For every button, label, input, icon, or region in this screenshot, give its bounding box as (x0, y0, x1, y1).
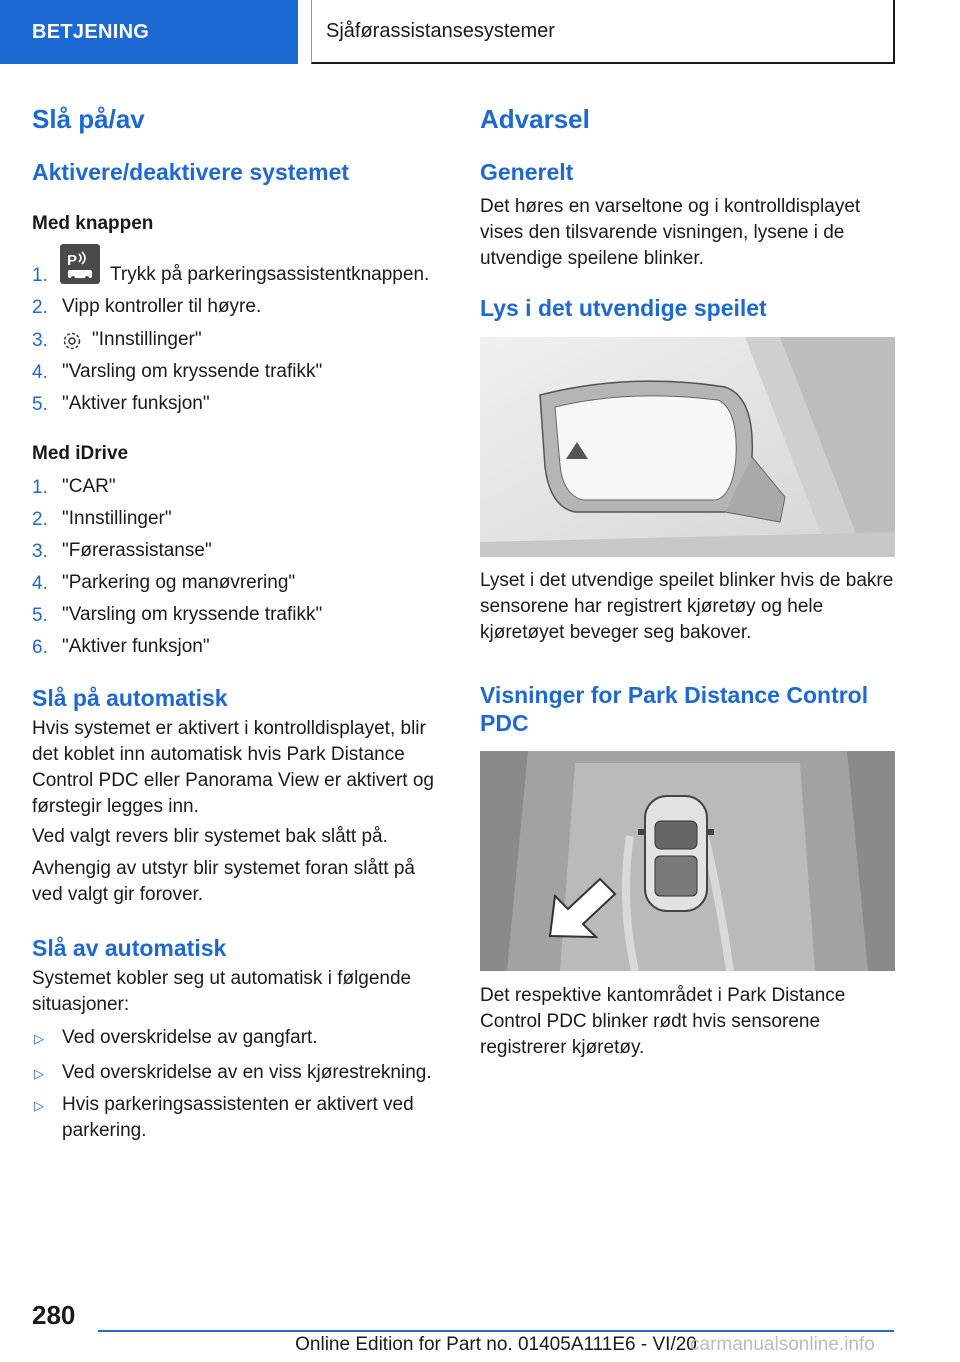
step-text: Trykk på parkeringsassistentknappen. (110, 264, 430, 285)
step-text: "Førerassistanse" (62, 540, 212, 561)
step-number: 5. (32, 605, 48, 626)
paragraph-general: Det høres en varseltone og i kontrolldisplayet vises den tilsvarende visningen, lysene i de utvendige speilene blinker. (480, 196, 861, 269)
caption-mirror: Lyset i det utvendige speilet blinker hvis de bakre sensorene har registrert kjøretøy og hele kjøretøyet beveger seg bakover. (480, 570, 894, 643)
step-text: "Innstillinger" (62, 508, 172, 529)
step-number: 5. (32, 394, 48, 415)
footer-divider (98, 1330, 894, 1332)
step-number: 2. (32, 509, 48, 530)
page-number: 280 (32, 1300, 76, 1330)
step-number: 1. (32, 265, 48, 286)
list-item: Hvis parkeringsassistenten er aktivert ved parkering. (62, 1094, 414, 1141)
step-number: 4. (32, 362, 48, 383)
parking-assistant-icon (60, 244, 100, 284)
step-text: "Aktiver funksjon" (62, 393, 210, 414)
step-number: 1. (32, 477, 48, 498)
paragraph-auto-on: Hvis systemet er aktivert i kontrolldisplayet, blir det koblet inn automatisk hvis Park Distance Control PDC eller Panorama View er aktivert og førstegir legges inn. (32, 718, 434, 817)
heading-mirror-light: Lys i det utvendige speilet (480, 295, 767, 321)
heading-warning: Advarsel (480, 104, 590, 134)
caption-pdc: Det respektive kantområdet i Park Distance Control PDC blinker rødt hvis sensorene registrerer kjøretøy. (480, 985, 846, 1058)
heading-general: Generelt (480, 159, 574, 185)
step-text: "Innstillinger" (92, 329, 202, 350)
step-number: 4. (32, 573, 48, 594)
step-number: 3. (32, 330, 48, 351)
step-text: "CAR" (62, 476, 116, 497)
heading-pdc-display: Visninger for Park Distance Control PDC (480, 682, 869, 736)
step-text: "Aktiver funksjon" (62, 636, 210, 657)
triangle-bullet-icon: ▷ (34, 1066, 44, 1081)
mirror-illustration (480, 337, 895, 557)
section-tab: BETJENING (0, 0, 298, 64)
list-item: Ved overskridelse av gangfart. (62, 1027, 318, 1048)
triangle-bullet-icon: ▷ (34, 1031, 44, 1046)
pdc-illustration (480, 751, 895, 971)
step-number: 3. (32, 541, 48, 562)
paragraph-forward: Avhengig av utstyr blir systemet foran slått på ved valgt gir forover. (32, 858, 415, 905)
heading-switch-on-off: Slå på/av (32, 104, 145, 134)
label-with-button: Med knappen (32, 213, 154, 234)
paragraph-auto-off: Systemet kobler seg ut automatisk i følgende situasjoner: (32, 968, 412, 1015)
step-text: Vipp kontroller til høyre. (62, 296, 262, 317)
footer-edition: Online Edition for Part no. 01405A111E6 - VI/20 (295, 1334, 697, 1355)
paragraph-reverse: Ved valgt revers blir systemet bak slått på. (32, 826, 388, 847)
triangle-bullet-icon: ▷ (34, 1098, 44, 1113)
label-with-idrive: Med iDrive (32, 443, 129, 464)
heading-auto-on: Slå på automatisk (32, 685, 228, 711)
chapter-title: Sjåførassistansesystemer (311, 0, 895, 64)
step-text: "Parkering og manøvrering" (62, 572, 296, 593)
step-text: "Varsling om kryssende trafikk" (62, 361, 323, 382)
heading-activate-deactivate: Aktivere/deaktivere systemet (32, 159, 350, 185)
list-item: Ved overskridelse av en viss kjørestrekning. (62, 1062, 432, 1083)
step-number: 2. (32, 297, 48, 318)
watermark-text: carmanualsonline.info (690, 1334, 875, 1355)
step-number: 6. (32, 637, 48, 658)
svg-text:P: P (67, 252, 78, 269)
gear-icon (60, 329, 84, 353)
step-text: "Varsling om kryssende trafikk" (62, 604, 323, 625)
heading-auto-off: Slå av automatisk (32, 935, 227, 961)
